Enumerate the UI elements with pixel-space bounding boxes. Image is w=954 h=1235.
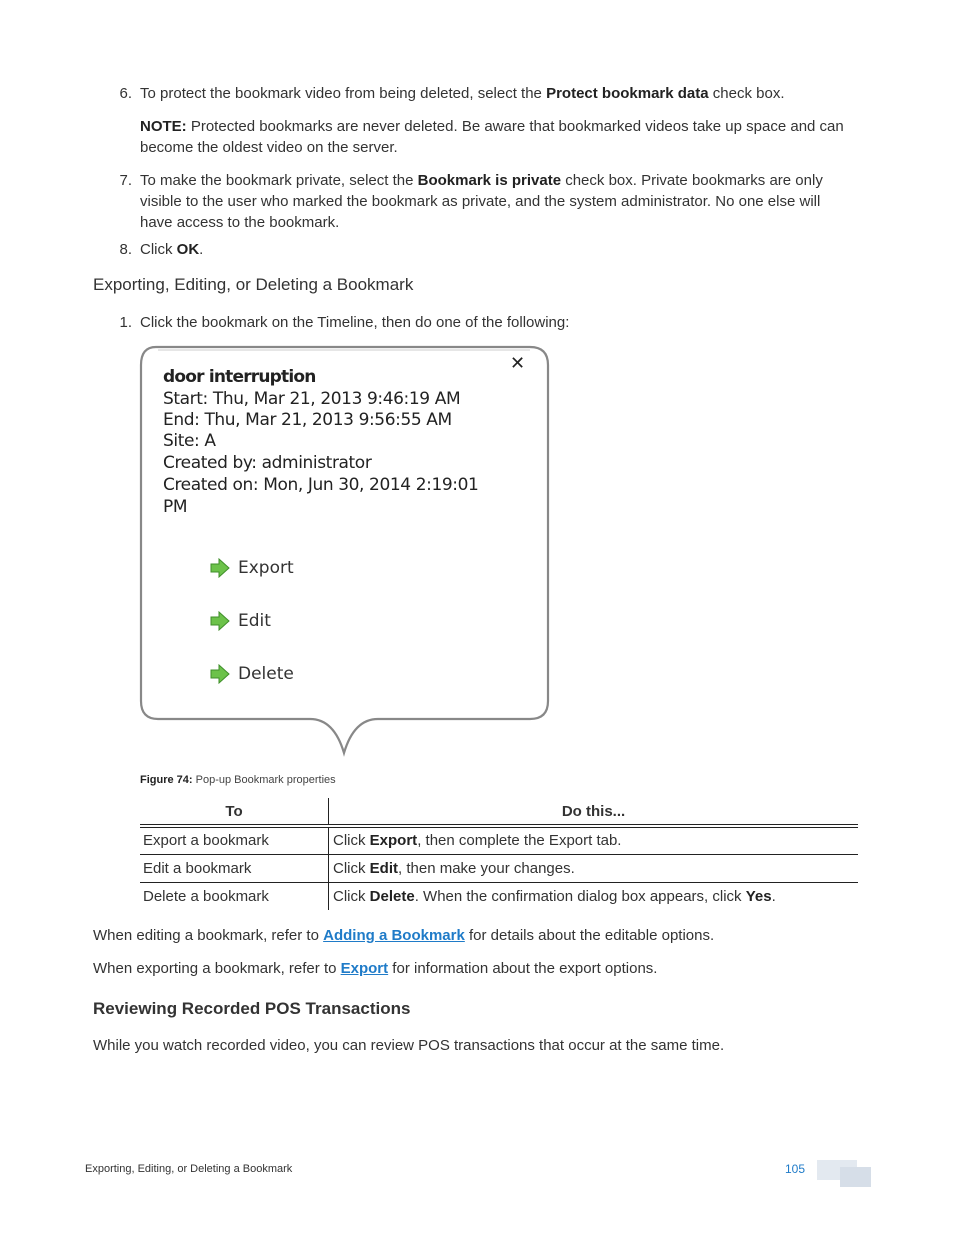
step-number: 7.	[119, 172, 132, 189]
step-1: Click the bookmark on the Timeline, then do one of the following:	[140, 314, 570, 331]
page-number: 105	[785, 1162, 806, 1176]
popup-title: door interruption	[163, 367, 316, 387]
popup-site: Site: A	[163, 431, 216, 451]
table-header-to: To	[140, 798, 329, 826]
actions-table	[140, 798, 858, 910]
step-6: To protect the bookmark video from being deleted, select the Protect bookmark data check box.	[140, 85, 785, 102]
bookmark-popup-figure	[138, 345, 552, 757]
step-number: 1.	[119, 314, 132, 331]
export-action[interactable]: Export	[210, 558, 294, 578]
table-row: Delete a bookmark Click Delete. When the confirmation dialog box appears, click Yes.	[140, 882, 858, 910]
table-row: Edit a bookmark Click Edit, then make your changes.	[140, 854, 858, 882]
popup-created-on-cont: PM	[163, 497, 188, 517]
step-8: Click OK.	[140, 241, 204, 258]
green-arrow-icon	[210, 611, 230, 631]
green-arrow-icon	[210, 664, 230, 684]
export-link[interactable]: Export	[340, 960, 389, 977]
close-icon[interactable]: ✕	[510, 353, 525, 374]
green-arrow-icon	[210, 558, 230, 578]
note: NOTE: Protected bookmarks are never deleted. Be aware that bookmarked videos take up space and can become the oldest video on the server.	[140, 118, 844, 156]
step-number: 6.	[119, 85, 132, 102]
edit-action[interactable]: Edit	[210, 611, 271, 631]
step-number: 8.	[119, 241, 132, 258]
popup-end: End: Thu, Mar 21, 2013 9:56:55 AM	[163, 410, 452, 430]
delete-action[interactable]: Delete	[210, 664, 294, 684]
popup-start: Start: Thu, Mar 21, 2013 9:46:19 AM	[163, 389, 461, 409]
para-editing: When editing a bookmark, refer to Adding a Bookmark for details about the editable options.	[93, 927, 715, 944]
footer-section-title: Exporting, Editing, or Deleting a Bookmark	[85, 1163, 293, 1175]
popup-created-on: Created on: Mon, Jun 30, 2014 2:19:01	[163, 475, 479, 495]
table-row: Export a bookmark Click Export, then complete the Export tab.	[140, 826, 858, 854]
heading-reviewing-pos: Reviewing Recorded POS Transactions	[93, 999, 411, 1018]
para-exporting: When exporting a bookmark, refer to Export for information about the export options.	[93, 960, 658, 977]
adding-bookmark-link[interactable]: Adding a Bookmark	[323, 927, 465, 944]
section-heading: Exporting, Editing, or Deleting a Bookmark	[93, 275, 414, 294]
para-pos: While you watch recorded video, you can review POS transactions that occur at the same time.	[93, 1037, 725, 1054]
figure-caption: Figure 74: Pop-up Bookmark properties	[140, 774, 336, 786]
table-header-do-this: Do this...	[329, 798, 859, 826]
popup-created-by: Created by: administrator	[163, 453, 372, 473]
footer-decoration	[840, 1167, 871, 1187]
step-7: To make the bookmark private, select the Bookmark is private check box. Private bookmarks are only visible to the user who marked the bookmark as private, and the system administrator. No one else will have access to the bookmark.	[140, 172, 823, 231]
